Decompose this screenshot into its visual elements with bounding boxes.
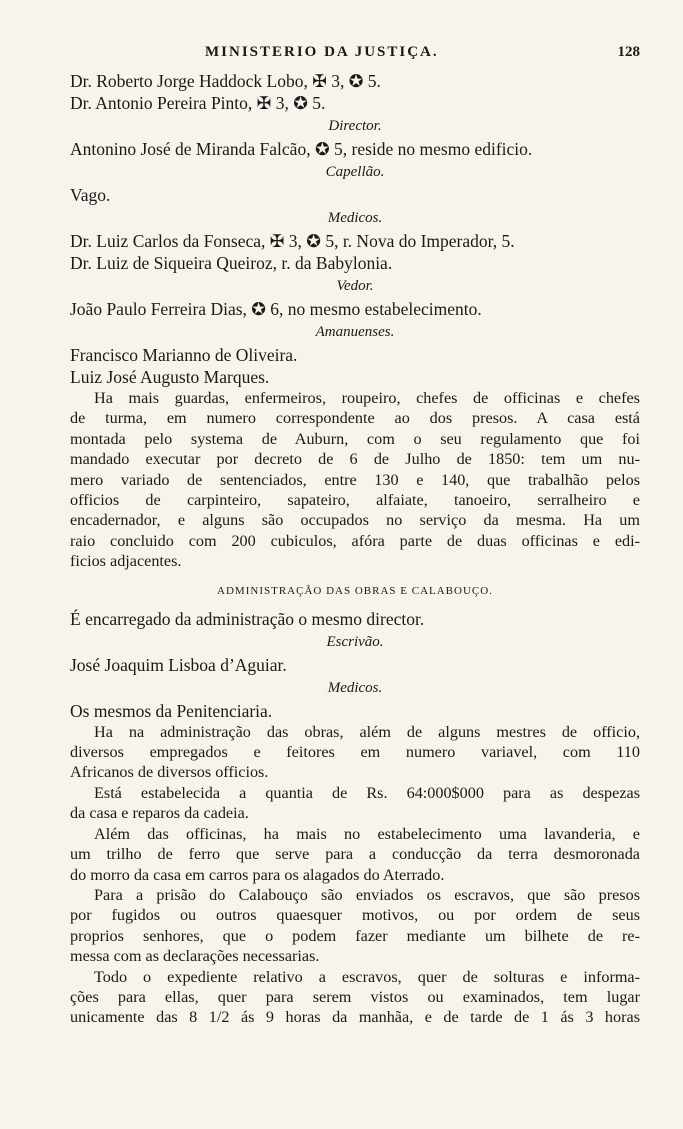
paragraph-line: mero variado de sentenciados, entre 130 e 140, que trabalhão pelos — [70, 470, 640, 489]
paragraph-line: por fugidos ou outros quaesquer motivos, ou por ordem de seus — [70, 906, 640, 925]
section-heading-director: Director. — [328, 118, 382, 134]
paragraph-line: do morro da casa em carros para os alagados do Aterrado. — [70, 865, 445, 884]
vedor-line: João Paulo Ferreira Dias, ✪ 6, no mesmo estabelecimento. — [70, 299, 482, 319]
section-heading-escrivao: Escrivão. — [326, 633, 384, 650]
paragraph-line: ficios adjacentes. — [70, 552, 182, 571]
paragraph-line: Todo o expediente relativo a escravos, quer de solturas e informa- — [94, 967, 640, 986]
page-number: 128 — [617, 44, 640, 60]
paragraph-penitenciaria — [70, 388, 640, 572]
section-heading-amanuenses: Amanuenses. — [315, 324, 395, 340]
paragraph-line: Além das officinas, ha mais no estabelecimento uma lavanderia, e — [94, 824, 640, 843]
amanuense-line: Luiz José Augusto Marques. — [70, 367, 270, 387]
paragraph-quantia — [70, 783, 640, 824]
paragraph-line: mandado executar por decreto de 6 de Julho de 1850: tem um nu- — [70, 450, 640, 469]
director-line: Antonino José de Miranda Falcão, ✪ 5, reside no mesmo edificio. — [70, 139, 533, 159]
amanuense-line: Francisco Marianno de Oliveira. — [70, 345, 298, 365]
document-page — [70, 44, 640, 1028]
paragraph-line: Está estabelecida a quantia de Rs. 64:000$000 para as despezas — [94, 783, 640, 802]
paragraph-line: Para a prisão do Calabouço são enviados os escravos, que são presos — [94, 885, 640, 904]
paragraph-expediente — [70, 967, 640, 1028]
medico-line: Dr. Luiz Carlos da Fonseca, ✠ 3, ✪ 5, r. Nova do Imperador, 5. — [70, 231, 515, 251]
paragraph-obras — [70, 722, 640, 783]
section-heading-vedor: Vedor. — [336, 278, 374, 294]
medico-line: Dr. Luiz de Siqueira Queiroz, r. da Babylonia. — [70, 253, 393, 273]
capellao-line: Vago. — [70, 185, 111, 205]
escrivao-line: José Joaquim Lisboa d’Aguiar. — [70, 654, 287, 675]
paragraph-line: diversos empregados e feitores em numero variavel, com 110 — [70, 743, 640, 762]
medicos-line-2: Os mesmos da Penitenciaria. — [70, 700, 273, 721]
section-heading-medicos: Medicos. — [327, 210, 383, 226]
paragraph-lavanderia — [70, 824, 640, 885]
paragraph-line: officios de carpinteiro, sapateiro, alfaiate, tanoeiro, serralheiro e — [70, 491, 640, 510]
paragraph-line: proprios senhores, que o podem fazer mediante um bilhete de re- — [70, 926, 640, 945]
header-title: MINISTERIO DA JUSTIÇA. — [205, 44, 439, 60]
paragraph-line: unicamente das 8 1/2 ás 9 horas da manhãa, e de tarde de 1 ás 3 horas — [70, 1008, 640, 1027]
section-heading-medicos-2: Medicos. — [327, 679, 383, 696]
paragraph-line: Ha na administração das obras, além de alguns mestres de officio, — [94, 722, 640, 741]
running-header — [70, 44, 640, 70]
paragraph-line: montada pelo systema de Auburn, com o seu regulamento que foi — [70, 429, 640, 448]
paragraph-line: ções para ellas, quer para serem vistos ou examinados, tem lugar — [70, 987, 640, 1006]
paragraph-line: de turma, em numero correspondente ao dos presos. A casa está — [70, 409, 640, 428]
paragraph-line: messa com as declarações necessarias. — [70, 947, 320, 966]
paragraph-line: Africanos de diversos officios. — [70, 763, 269, 782]
paragraph-line: um trilho de ferro que serve para a conducção da terra desmoronada — [70, 845, 640, 864]
paragraph-line: Ha mais guardas, enfermeiros, roupeiro, chefes de officinas e chefes — [94, 389, 640, 407]
paragraph-line: encadernador, e alguns são occupados no serviço da mesma. Ha um — [70, 511, 640, 530]
staff-line: Dr. Roberto Jorge Haddock Lobo, ✠ 3, ✪ 5. — [70, 71, 381, 91]
paragraph-line: da casa e reparos da cadeia. — [70, 804, 249, 823]
obras-line: É encarregado da administração o mesmo director. — [70, 608, 425, 629]
paragraph-calabouco — [70, 885, 640, 967]
section-heading-capellao: Capellão. — [325, 164, 385, 180]
staff-line: Dr. Antonio Pereira Pinto, ✠ 3, ✪ 5. — [70, 93, 326, 113]
section-heading-obras: ADMINISTRAÇÃO DAS OBRAS E CALABOUÇO. — [217, 584, 493, 597]
paragraph-line: raio concluido com 200 cubiculos, afóra parte de duas officinas e edi- — [70, 531, 640, 550]
